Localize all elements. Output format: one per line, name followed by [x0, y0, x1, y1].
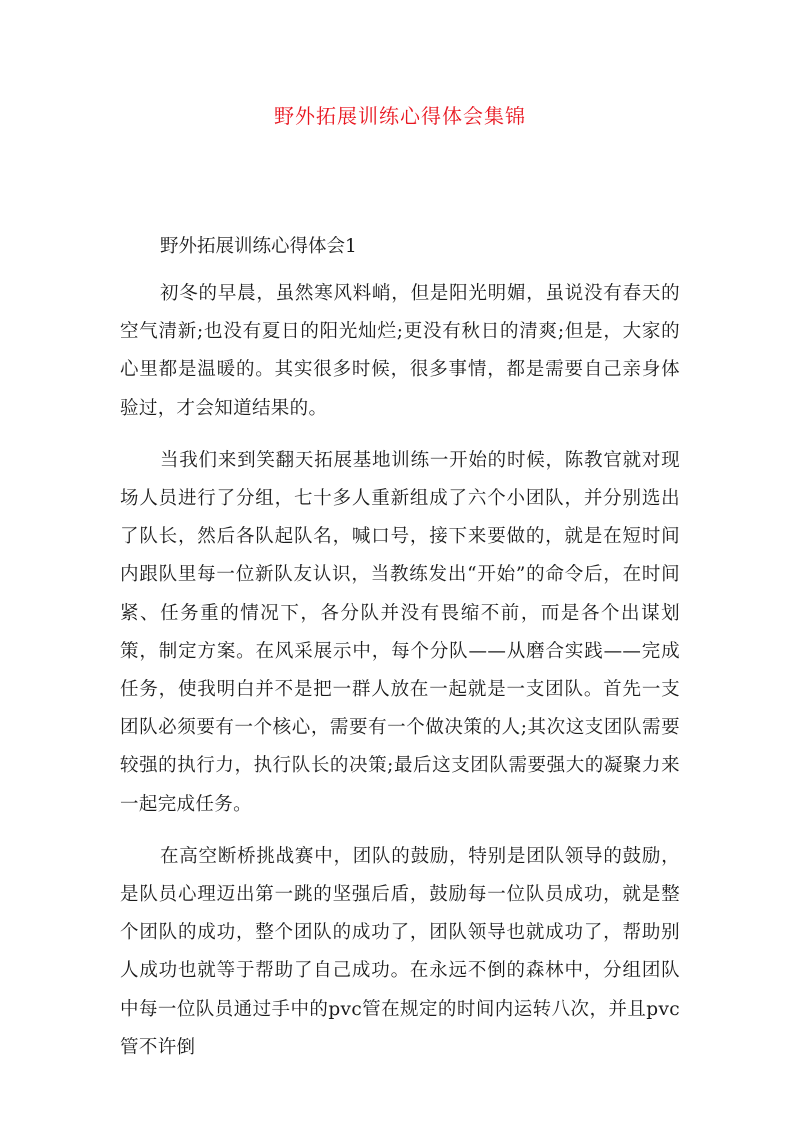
document-title: 野外拓展训练心得体会集锦 — [274, 104, 526, 128]
document-body — [120, 228, 680, 1067]
section-heading: 野外拓展训练心得体会1 — [160, 236, 357, 257]
paragraph-2: 当我们来到笑翻天拓展基地训练一开始的时候，陈教官就对现场人员进行了分组，七十多人重新组成了六个小团队，并分别选出了队长，然后各队起队名，喊口号，接下来要做的，就是在短时间内跟队里每一位新队友认识，当教练发出“开始”的命令后，在时间紧、任务重的情况下，各分队并没有畏缩不前，而是各个出谋划策，制定方案。在风采展示中，每个分队——从磨合实践——完成任务，使我明白并不是把一群人放在一起就是一支团队。首先一支团队必须要有一个核心，需要有一个做决策的人;其次这支团队需要较强的执行力，执行队长的决策;最后这支团队需要强大的凝聚力来一起完成任务。 — [120, 449, 680, 815]
paragraph-1: 初冬的早晨，虽然寒风料峭，但是阳光明媚，虽说没有春天的空气清新;也没有夏日的阳光灿烂;更没有秋日的清爽;但是，大家的心里都是温暖的。其实很多时候，很多事情，都是需要自己亲身体验过，才会知道结果的。 — [120, 283, 680, 419]
paragraph-3: 在高空断桥挑战赛中，团队的鼓励，特别是团队领导的鼓励，是队员心理迈出第一跳的坚强后盾，鼓励每一位队员成功，就是整个团队的成功，整个团队的成功了，团队领导也就成功了，帮助别人成功也就等于帮助了自己成功。在永远不倒的森林中，分组团队中每一位队员通过手中的pvc管在规定的时间内运转八次，并且pvc管不许倒 — [120, 845, 680, 1058]
